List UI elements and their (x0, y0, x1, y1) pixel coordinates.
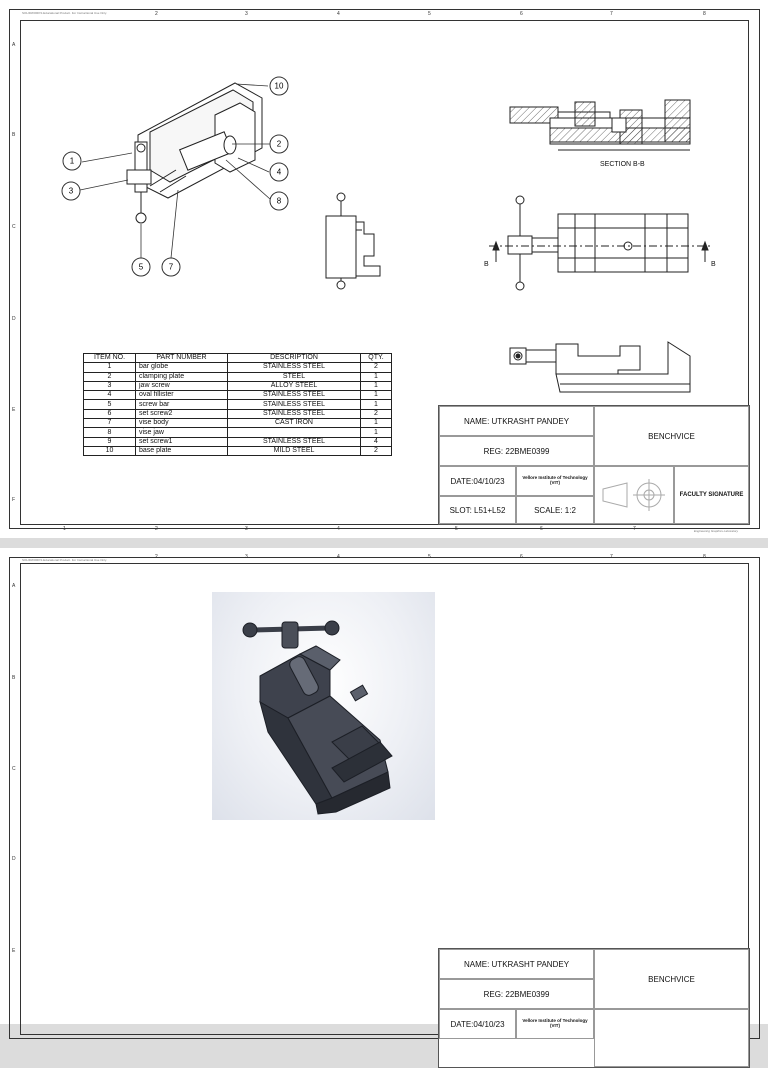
zone-label: D (12, 856, 16, 862)
zone-label: E (12, 948, 16, 954)
projection-symbol (594, 466, 674, 524)
zone-label: 1 (63, 526, 66, 532)
balloon-3 (62, 182, 80, 200)
zone-label: 5 (428, 554, 431, 560)
balloon-1 (63, 152, 81, 170)
zone-label: 7 (610, 11, 613, 17)
zone-label: 6 (520, 11, 523, 17)
description-cell (228, 428, 361, 437)
table-row (84, 446, 392, 455)
qty-cell: 2 (361, 446, 392, 455)
section-mark: B (711, 261, 716, 268)
description-cell: MILD STEEL (228, 446, 361, 455)
item-no-cell: 9 (84, 437, 136, 446)
description-cell: STEEL (228, 372, 361, 381)
educational-note: SOLIDWORKS Educational Product. For Instructional Use Only. (22, 558, 107, 562)
zone-label: 6 (520, 554, 523, 560)
svg-text:7: 7 (168, 262, 174, 272)
part-number-cell: screw bar (136, 400, 228, 409)
zone-label: 4 (337, 554, 340, 560)
description-cell: STAINLESS STEEL (228, 400, 361, 409)
table-row (84, 428, 392, 437)
zone-label: B (12, 132, 16, 138)
svg-text:4: 4 (276, 167, 282, 177)
column-header: ITEM NO. (84, 354, 136, 363)
zone-label: 8 (703, 11, 706, 17)
description-cell: STAINLESS STEEL (228, 391, 361, 400)
title-block (438, 948, 750, 1068)
item-no-cell: 8 (84, 428, 136, 437)
description-cell: STAINLESS STEEL (228, 409, 361, 418)
part-number-cell: clamping plate (136, 372, 228, 381)
balloon-10 (270, 77, 288, 95)
zone-label: 6 (540, 526, 543, 532)
zone-label: 5 (455, 526, 458, 532)
title-block (438, 405, 750, 525)
registration-number: REG: 22BME0399 (439, 979, 594, 1009)
lab-slot: SLOT: L51+L52 (439, 496, 516, 524)
zone-label: 7 (610, 554, 613, 560)
zone-label: E (12, 407, 16, 413)
zone-label: 4 (337, 526, 340, 532)
side-view (326, 193, 380, 289)
drawing-sheet-2 (0, 548, 768, 1029)
table-row (84, 400, 392, 409)
table-row (84, 419, 392, 428)
projection-symbol (594, 1009, 749, 1067)
institute-name: Vellore Institute of Technology (VIT) (516, 466, 594, 496)
table-header-row (84, 354, 392, 363)
zone-label: D (12, 316, 16, 322)
description-cell: STAINLESS STEEL (228, 437, 361, 446)
part-number-cell: jaw screw (136, 381, 228, 390)
zone-label: B (12, 675, 16, 681)
zone-label: 2 (155, 554, 158, 560)
footer-note: Engineering Graphics Laboratory (694, 529, 739, 533)
table-row (84, 409, 392, 418)
description-cell: ALLOY STEEL (228, 381, 361, 390)
item-no-cell: 7 (84, 419, 136, 428)
section-label: SECTION B-B (600, 161, 645, 168)
student-name: NAME: UTKRASHT PANDEY (439, 406, 594, 436)
bom-body (84, 363, 392, 456)
zone-label: 3 (245, 526, 248, 532)
description-cell: STAINLESS STEEL (228, 363, 361, 372)
part-number-cell: vise jaw (136, 428, 228, 437)
student-name: NAME: UTKRASHT PANDEY (439, 949, 594, 979)
part-number-cell: set screw1 (136, 437, 228, 446)
qty-cell: 1 (361, 381, 392, 390)
svg-text:5: 5 (138, 262, 144, 272)
first-angle-projection-icon (599, 475, 669, 515)
table-row (84, 391, 392, 400)
institute-name: Vellore Institute of Technology (VIT) (516, 1009, 594, 1039)
item-no-cell: 10 (84, 446, 136, 455)
qty-cell: 1 (361, 372, 392, 381)
zone-label: 2 (155, 526, 158, 532)
table-row (84, 381, 392, 390)
item-no-cell: 1 (84, 363, 136, 372)
zone-label: A (12, 42, 16, 48)
bill-of-materials-table (83, 353, 392, 456)
qty-cell: 1 (361, 400, 392, 409)
front-view (510, 342, 690, 392)
qty-cell: 2 (361, 363, 392, 372)
zone-label: C (12, 766, 16, 772)
zone-label: A (12, 583, 16, 589)
zone-label: 3 (245, 11, 248, 17)
zone-label: 2 (155, 11, 158, 17)
column-header: DESCRIPTION (228, 354, 361, 363)
top-view (484, 196, 716, 290)
zone-label: C (12, 224, 16, 230)
item-no-cell: 6 (84, 409, 136, 418)
balloon-4 (270, 163, 288, 181)
svg-text:2: 2 (276, 139, 282, 149)
svg-text:3: 3 (68, 186, 74, 196)
item-no-cell: 5 (84, 400, 136, 409)
table-row (84, 372, 392, 381)
zone-label: 8 (703, 554, 706, 560)
item-no-cell: 4 (84, 391, 136, 400)
balloon-8 (270, 192, 288, 210)
table-row (84, 363, 392, 372)
bench-vice-render-icon (212, 592, 435, 820)
zone-label: F (12, 497, 16, 503)
zone-label: 3 (245, 554, 248, 560)
part-number-cell: bar globe (136, 363, 228, 372)
svg-text:1: 1 (69, 156, 75, 166)
balloon-7 (162, 258, 180, 276)
description-cell: CAST IRON (228, 419, 361, 428)
column-header: PART NUMBER (136, 354, 228, 363)
item-no-cell: 3 (84, 381, 136, 390)
zone-label: 7 (633, 526, 636, 532)
section-mark: B (484, 261, 489, 268)
part-number-cell: oval fillister (136, 391, 228, 400)
column-header: QTY. (361, 354, 392, 363)
qty-cell: 1 (361, 391, 392, 400)
item-no-cell: 2 (84, 372, 136, 381)
section-view (510, 100, 690, 168)
drawing-title: BENCHVICE (594, 406, 749, 466)
part-number-cell: vise body (136, 419, 228, 428)
part-number-cell: base plate (136, 446, 228, 455)
qty-cell: 1 (361, 419, 392, 428)
educational-note: SOLIDWORKS Educational Product. For Instructional Use Only. (22, 11, 107, 15)
part-number-cell: set screw2 (136, 409, 228, 418)
zone-label: 4 (337, 11, 340, 17)
svg-text:10: 10 (274, 81, 284, 91)
qty-cell: 4 (361, 437, 392, 446)
registration-number: REG: 22BME0399 (439, 436, 594, 466)
balloon-5 (132, 258, 150, 276)
faculty-signature-box: FACULTY SIGNATURE (674, 466, 749, 524)
drawing-title: BENCHVICE (594, 949, 749, 1009)
shaded-isometric-render (212, 592, 435, 820)
qty-cell: 1 (361, 428, 392, 437)
svg-text:8: 8 (276, 196, 282, 206)
drawing-date: DATE:04/10/23 (439, 1009, 516, 1039)
balloon-2 (270, 135, 288, 153)
qty-cell: 2 (361, 409, 392, 418)
table-row (84, 437, 392, 446)
zone-label: 5 (428, 11, 431, 17)
drawing-date: DATE:04/10/23 (439, 466, 516, 496)
drawing-scale: SCALE: 1:2 (516, 496, 594, 524)
